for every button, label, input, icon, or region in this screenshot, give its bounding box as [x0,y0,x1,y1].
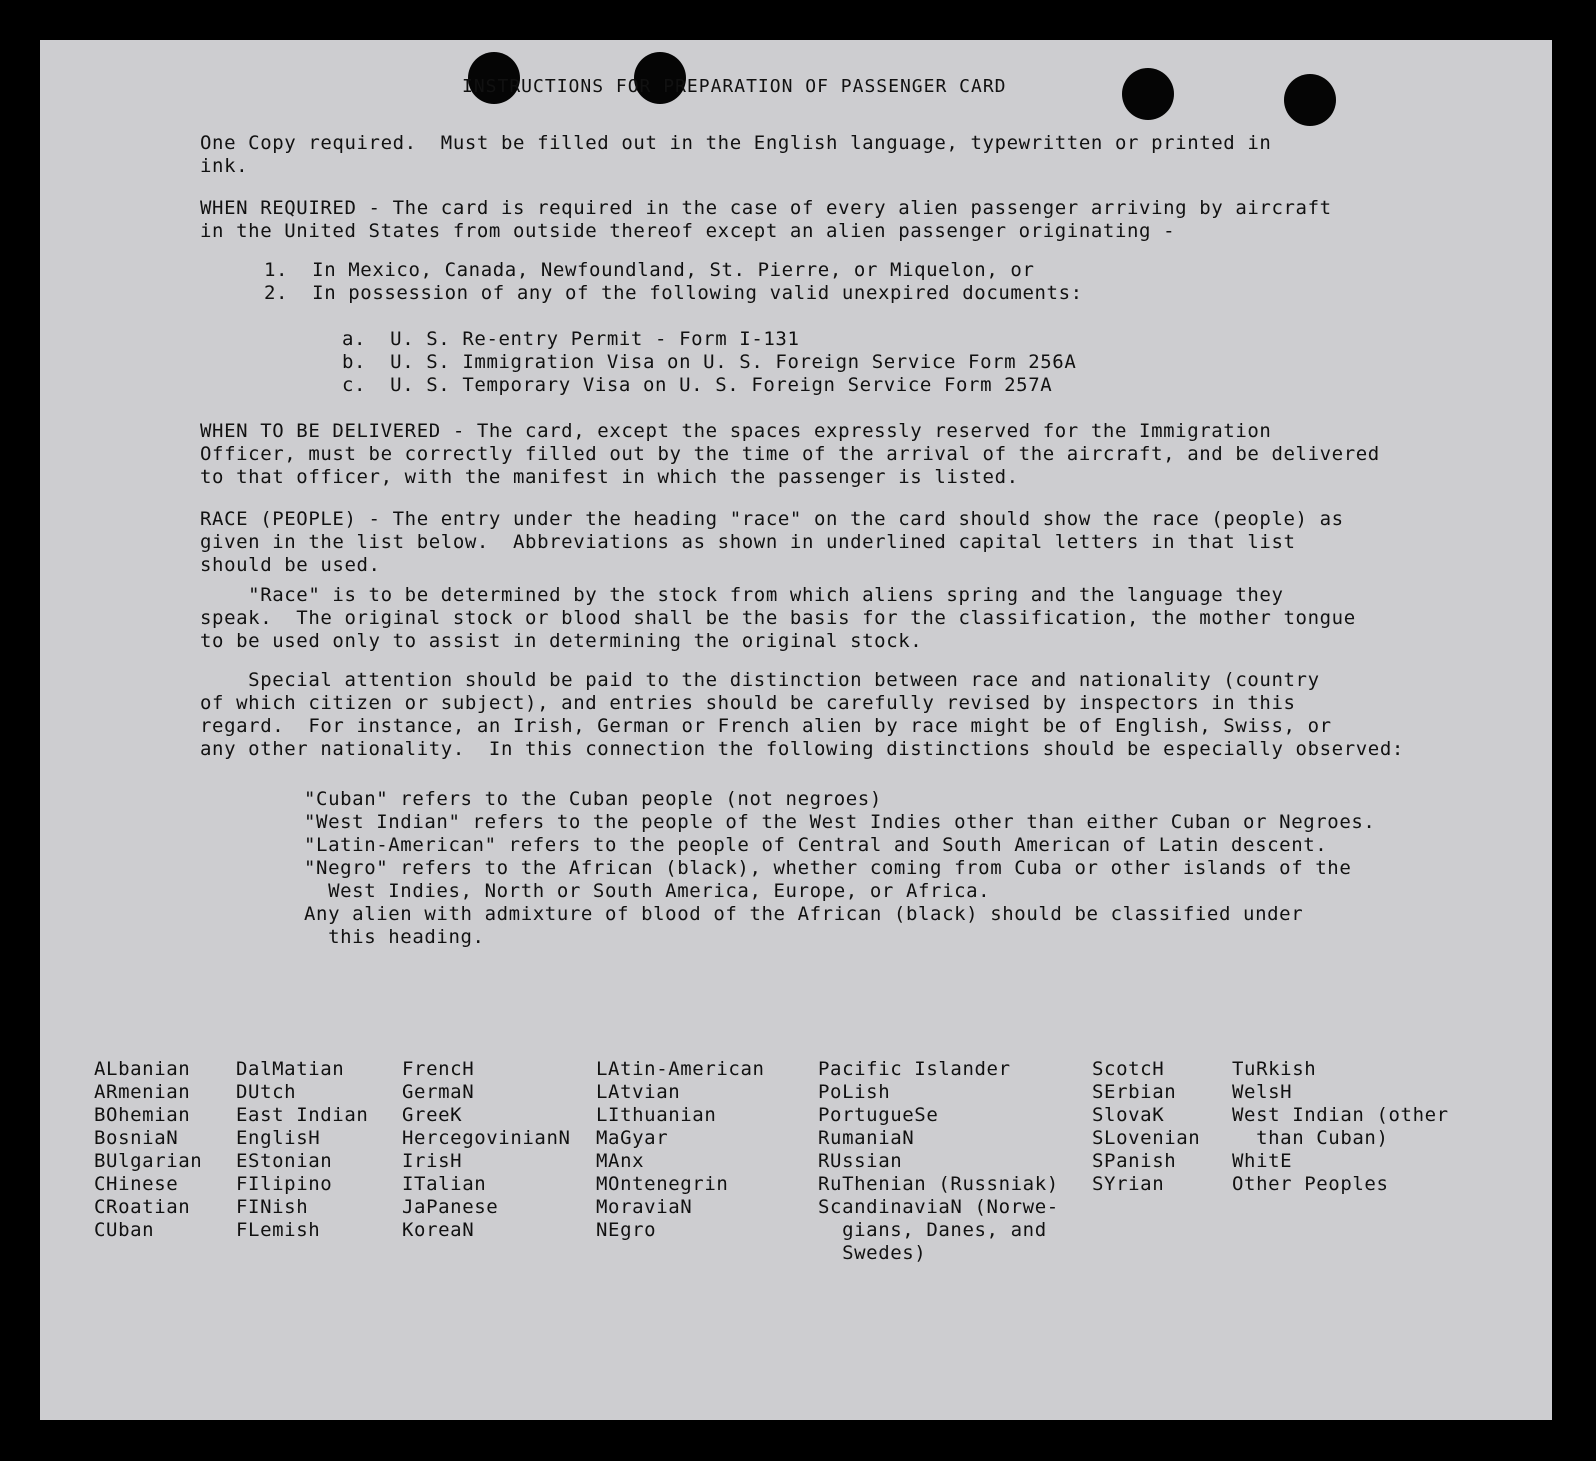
race-entry: West Indian (other [1232,1104,1449,1126]
when-delivered-paragraph: WHEN TO BE DELIVERED - The card, except the spaces expressly reserved for the Immigration Officer, must be correctly filled out by the time of the arrival of the aircraft, and be delivered to that officer, with the manifest in which the passenger is listed. [200,420,1380,488]
race-entry: BUlgarian [94,1150,203,1172]
race-list [40,1058,1552,1278]
race-column [596,1058,765,1242]
race-entry: Other Peoples [1232,1173,1389,1195]
race-entry: FINish [236,1196,309,1218]
race-entry: FrencH [402,1058,475,1080]
race-entry: LAtin-American [596,1058,765,1080]
race-entry: LAtvian [596,1081,681,1103]
race-entry: JaPanese [402,1196,499,1218]
race-entry: ITalian [402,1173,487,1195]
race-entry: NEgro [596,1219,657,1241]
race-entry: IrisH [402,1150,463,1172]
race-entry: DUtch [236,1081,297,1103]
race-people-paragraph: RACE (PEOPLE) - The entry under the heading "race" on the card should show the race (people) as given in the list below. Abbreviations as shown in underlined capital letters in that list should be used. [200,508,1344,576]
race-entry: RuThenian (Russniak) [818,1173,1059,1195]
race-entry: PortugueSe [818,1104,939,1126]
race-entry: MoraviaN [596,1196,693,1218]
race-entry: EStonian [236,1150,333,1172]
race-entry: SErbian [1092,1081,1177,1103]
race-entry: WelsH [1232,1081,1293,1103]
document-title: INSTRUCTIONS FOR PREPARATION OF PASSENGER CARD [462,76,1007,97]
race-entry: KoreaN [402,1219,475,1241]
race-entry: BOhemian [94,1104,191,1126]
race-entry: WhitE [1232,1150,1293,1172]
when-required-paragraph: WHEN REQUIRED - The card is required in the case of every alien passenger arriving by aircraft in the United States from outside thereof except an alien passenger originating - [200,197,1332,242]
numbered-conditions: 1. In Mexico, Canada, Newfoundland, St. Pierre, or Miquelon, or 2. In possession of any of the following valid unexpired documents: [264,259,1083,304]
race-entry: LIthuanian [596,1104,717,1126]
race-entry: than Cuban) [1232,1127,1389,1149]
race-entry: GermaN [402,1081,475,1103]
race-column [94,1058,202,1242]
race-column [236,1058,368,1242]
race-entry: FLemish [236,1219,321,1241]
race-entry: EnglisH [236,1127,321,1149]
race-entry: Swedes) [818,1242,927,1264]
document-list: a. U. S. Re-entry Permit - Form I-131 b. U. S. Immigration Visa on U. S. Foreign Service Form 256A c. U. S. Temporary Visa on U. S. Foreign Service Form 257A [342,328,1077,396]
race-entry: RUssian [818,1150,903,1172]
race-entry: MaGyar [596,1127,669,1149]
race-entry: ALbanian [94,1058,191,1080]
race-entry: GreeK [402,1104,463,1126]
race-entry: SPanish [1092,1150,1177,1172]
punch-hole [1122,68,1174,120]
race-entry: East Indian [236,1104,369,1126]
distinctions-list: "Cuban" refers to the Cuban people (not negroes) "West Indian" refers to the people of the West Indies other than either Cuban or Negroes. "Latin-American" refers to the people of Central and South American of Latin descent. "Negro" refers to the African (black), whether coming from Cuba or other islands of the West Indies, North or South America, Europe, or Africa. Any alien with admixture of blood of the African (black) should be classified under this heading. [304,788,1376,948]
race-entry: Pacific Islander [818,1058,1011,1080]
document-page [40,40,1552,1420]
race-column [1232,1058,1449,1196]
race-entry: SYrian [1092,1173,1165,1195]
race-entry: FIlipino [236,1173,333,1195]
race-entry: ScandinaviaN (Norwe- [818,1196,1059,1218]
race-entry: SlovaK [1092,1104,1165,1126]
race-entry: CHinese [94,1173,179,1195]
intro-paragraph: One Copy required. Must be filled out in the English language, typewritten or printed in ink. [200,132,1272,177]
race-entry: HercegovinianN [402,1127,571,1149]
punch-hole [1284,74,1336,126]
race-entry: MAnx [596,1150,645,1172]
race-entry: CRoatian [94,1196,191,1218]
race-entry: ScotcH [1092,1058,1165,1080]
race-entry: RumaniaN [818,1127,915,1149]
race-entry: PoLish [818,1081,891,1103]
race-entry: BosniaN [94,1127,179,1149]
race-entry: TuRkish [1232,1058,1317,1080]
race-determination-paragraph: "Race" is to be determined by the stock from which aliens spring and the language they speak. The original stock or blood shall be the basis for the classification, the mother tongue to be used only to assist in determining the original stock. [200,584,1356,652]
race-entry: SLovenian [1092,1127,1201,1149]
race-entry: DalMatian [236,1058,345,1080]
race-column [818,1058,1059,1265]
special-attention-paragraph: Special attention should be paid to the distinction between race and nationality (country of which citizen or subject), and entries should be carefully revised by inspectors in this regard. For instance, an Irish, German or French alien by race might be of English, Swiss, or any other nationality. In this connection the following distinctions should be especially observed: [200,669,1404,760]
race-column [1092,1058,1200,1196]
race-entry: MOntenegrin [596,1173,729,1195]
race-entry: ARmenian [94,1081,191,1103]
race-entry: gians, Danes, and [818,1219,1047,1241]
race-column [402,1058,571,1242]
race-entry: CUban [94,1219,155,1241]
